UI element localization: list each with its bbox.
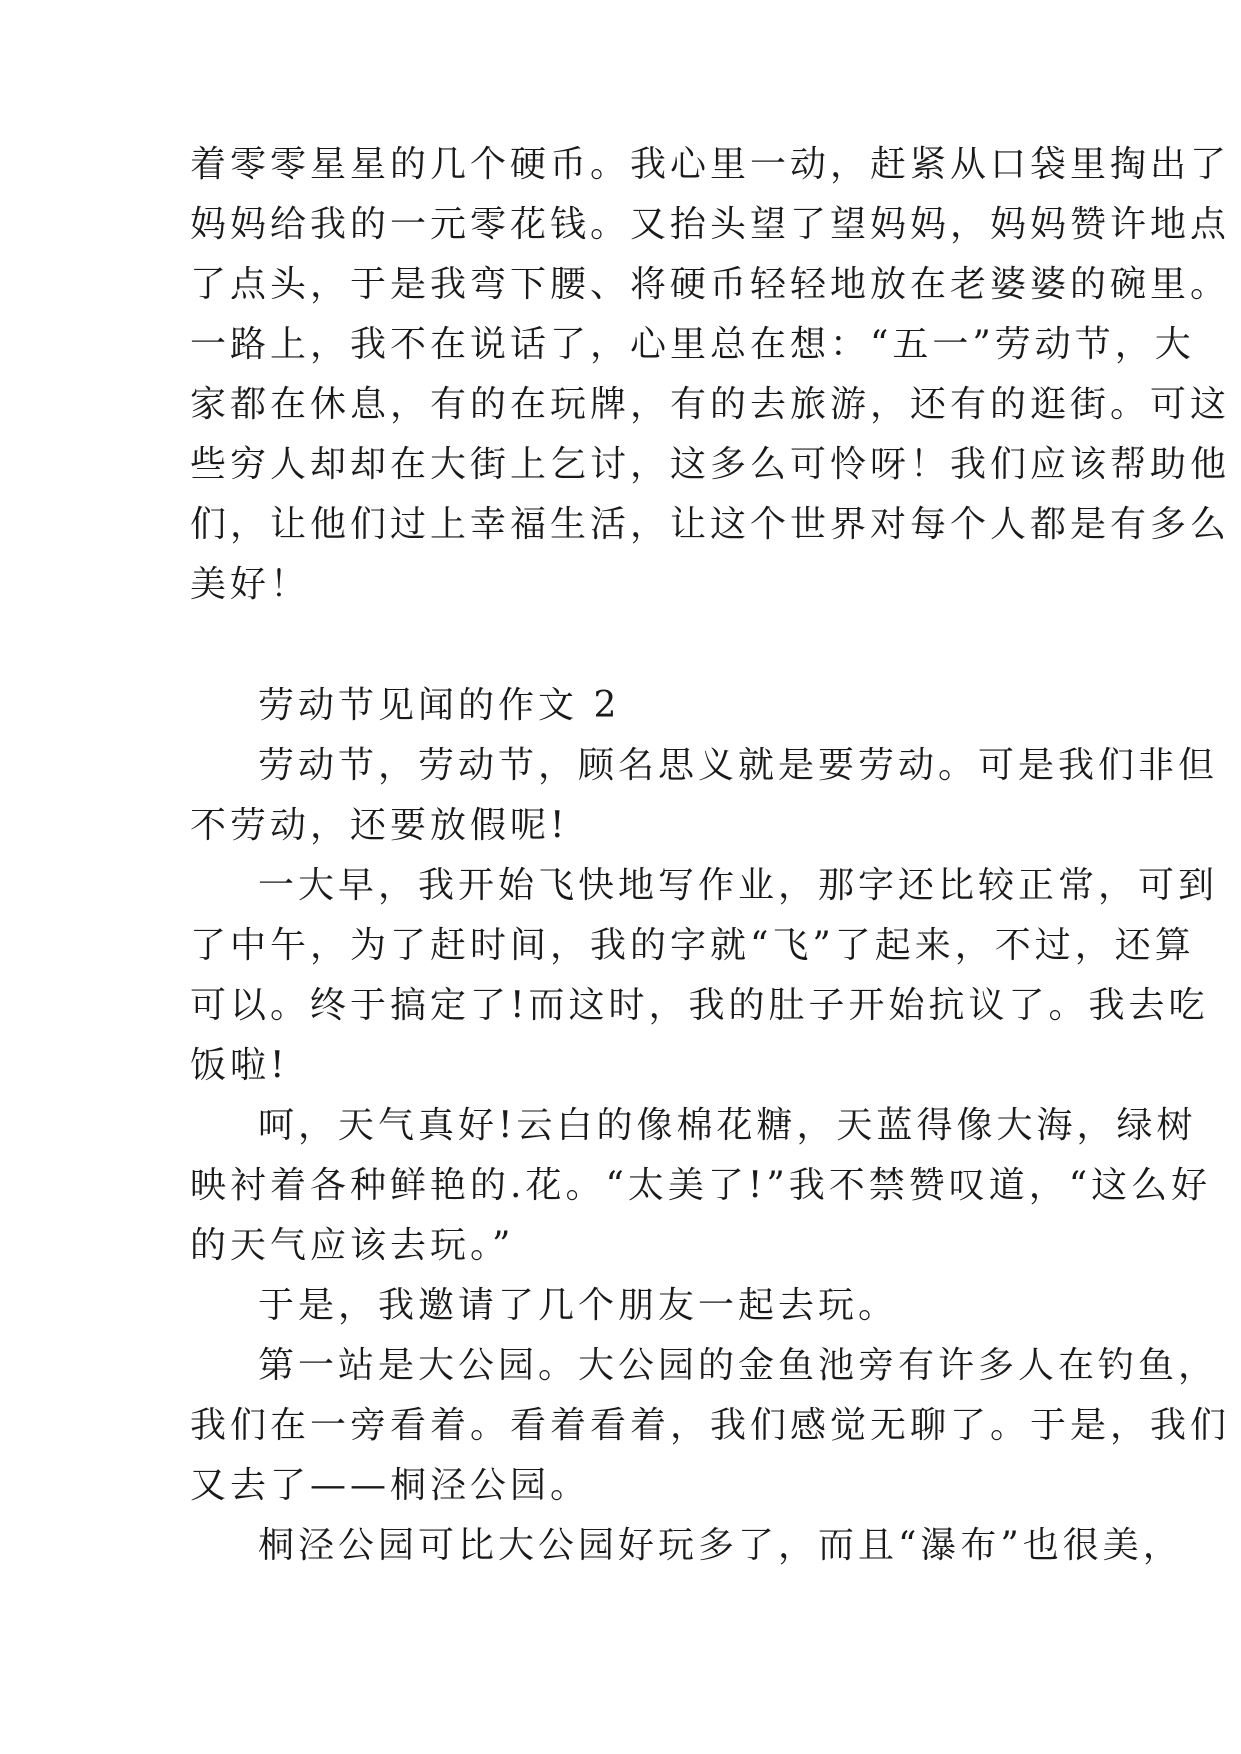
text-line: 可以。终于搞定了!而这时，我的肚子开始抗议了。我去吃 (190, 985, 1209, 1026)
text-line: 着零零星星的几个硬币。我心里一动，赶紧从口袋里掏出了 (190, 144, 1231, 185)
paragraph-start: 劳动节，劳动节，顾名思义就是要劳动。可是我们非但 (258, 745, 1219, 786)
text-line: 不劳动，还要放假呢! (190, 805, 569, 846)
paragraph-start: 于是，我邀请了几个朋友一起去玩。 (258, 1285, 899, 1326)
text-line: 又去了——桐泾公园。 (190, 1465, 591, 1506)
text-line: 家都在休息，有的在玩牌，有的去旅游，还有的逛街。可这 (190, 384, 1231, 425)
text-line: 了点头，于是我弯下腰、将硬币轻轻地放在老婆婆的碗里。 (190, 264, 1231, 305)
text-line: 了中午，为了赶时间，我的字就“飞”了起来，不过，还算 (190, 925, 1195, 966)
section-heading: 劳动节见闻的作文 2 (258, 685, 621, 726)
text-line: 美好！ (190, 564, 311, 605)
text-line: 妈妈给我的一元零花钱。又抬头望了望妈妈，妈妈赞许地点 (190, 204, 1231, 245)
text-line: 一路上，我不在说话了，心里总在想：“五一”劳动节，大 (190, 324, 1195, 365)
paragraph-start: 桐泾公园可比大公园好玩多了，而且“瀑布”也很美， (258, 1525, 1183, 1566)
text-line: 们，让他们过上幸福生活，让这个世界对每个人都是有多么 (190, 504, 1231, 545)
text-line: 映衬着各种鲜艳的.花。“太美了!”我不禁赞叹道，“这么好 (190, 1165, 1212, 1206)
paragraph-start: 呵，天气真好!云白的像棉花糖，天蓝得像大海，绿树 (258, 1105, 1197, 1146)
text-line: 的天气应该去玩。” (190, 1225, 515, 1266)
paragraph-start: 第一站是大公园。大公园的金鱼池旁有许多人在钓鱼， (258, 1345, 1219, 1386)
text-line: 我们在一旁看着。看着看着，我们感觉无聊了。于是，我们 (190, 1405, 1231, 1446)
text-line: 饭啦! (190, 1045, 289, 1086)
text-line: 些穷人却却在大街上乞讨，这多么可怜呀！我们应该帮助他 (190, 444, 1231, 485)
paragraph-start: 一大早，我开始飞快地写作业，那字还比较正常，可到 (258, 865, 1219, 906)
